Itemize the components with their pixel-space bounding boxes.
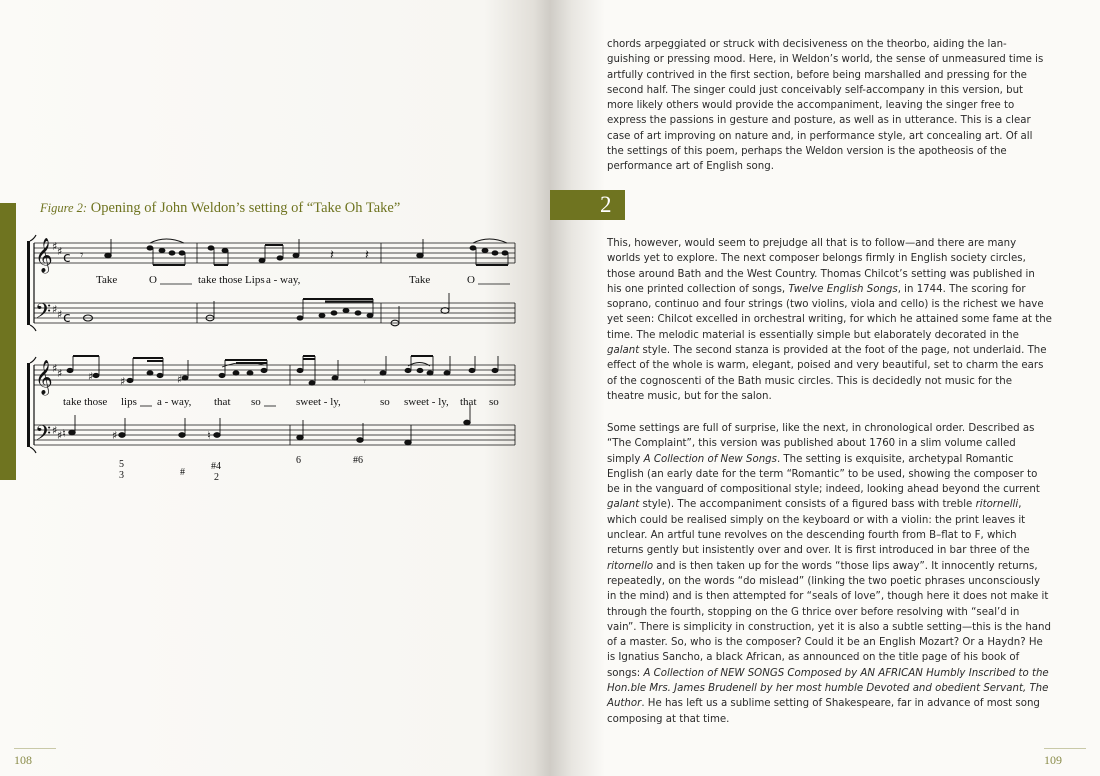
lyric-sweetly: sweet - ly, <box>296 396 341 408</box>
svg-text:𝄽: 𝄽 <box>330 248 334 263</box>
svg-text:𝄞: 𝄞 <box>35 238 53 273</box>
paragraph-3: Some settings are full of surprise, like the next, in chronological order. Described as “The Complaint”, this version was published about 1760 in a slim volume called simply A Collection of New Songs. The setting is exquisite, archetypal Romantic English (an early date for the term “Romantic” to be used, showing the composer to be in the vanguard of compositional style; indeed, looking ahead beyond the current galant style). The accompaniment consists of a figured bass with treble ritornelli, which could be realised simply on the keyboard or with a violin: the print leaves it unclear. An artful tune revolves on the descending fourth from B–flat to F, which returns gently but insistently over and over. It is first introduced in bar three of the ritornello and is then taken up for the words “those lips away”. It innocently returns, repeatedly, on the words “do mislead” (linking the two poetic phrases unconsciously in the mind) and is then attempted for “seals of love”, though here it does not make it through the fourth, stopping on the G thrice over before resolving with “seal’d in vain”. There is simplicity in construction, yet it is also a subtle setting—this is the hand of a master. So, who is the composer? Could it be an English Mozart? Or a Haydn? He is Ignatius Sancho, a black African, as announced on the title page of his book of songs: A Collection of NEW SONGS Composed by AN AFRICAN Humbly Inscribed to the Hon.ble Mrs. James Brudenell by her most humble Devoted and obedient Servant, The Author. He has left us a sublime setting of Shakespeare, far in advance of most song composing at that time. <box>607 423 1051 725</box>
lyric-that-2: that <box>460 396 477 408</box>
lyric-away: a - way, <box>266 274 301 286</box>
lyric-take-those-lips: take those Lips <box>198 274 265 286</box>
svg-text:♯: ♯ <box>57 367 63 380</box>
lyric-sweetly-2: sweet - ly, <box>404 396 449 408</box>
paragraph-2: This, however, would seem to prejudge all that is to follow—and there are many worlds yet to explore. The next composer belongs firmly in English society circles, those around Bath and the West Country. Thomas Chilcot’s setting was published in his one printed collection of songs, Twelve English Songs, in 1744. The scoring for soprano, continuo and four strings (two violins, viola and cello) is the richest we have yet seen: Chilcot excelled in orchestral writing, for which he attained some fame at the time. The melodic material is essentially simple but elaborately decorated in the galant style. The second stanza is provided at the foot of the page, not underlaid. The effect of the whole is warm, elegant, poised and very beautiful, set to charm the ears of the cognoscenti of the Bath music circles. This is decidedly not music for the theatre music, but for the salon. <box>607 238 1052 402</box>
page-number-right-value: 109 <box>1044 753 1062 767</box>
svg-text:𝄢: 𝄢 <box>35 299 52 328</box>
figure-2: 2 <box>214 472 219 483</box>
lyric-take: Take <box>96 274 118 286</box>
lyric-o-2: O <box>467 274 475 286</box>
svg-text:♯: ♯ <box>57 308 63 321</box>
term-ritornello: ritornello <box>607 560 654 572</box>
page-number-left <box>14 748 56 768</box>
svg-text:𝄾: 𝄾 <box>363 375 366 388</box>
term-galant-2: galant <box>607 499 640 511</box>
svg-text:♯: ♯ <box>57 245 63 258</box>
section-marker <box>550 190 625 220</box>
svg-text:𝄞: 𝄞 <box>35 360 53 395</box>
lyric-that: that <box>214 396 231 408</box>
svg-text:c: c <box>63 250 71 266</box>
svg-text:♯: ♯ <box>52 303 58 316</box>
lyric-take-2: Take <box>409 274 431 286</box>
svg-text:♯: ♯ <box>88 370 94 383</box>
svg-text:♮: ♮ <box>62 427 66 440</box>
title-collection-new-songs: A Collection of New Songs <box>643 453 777 465</box>
svg-text:♯: ♯ <box>177 373 183 386</box>
term-galant: galant <box>607 345 640 357</box>
figure-5: 5 <box>119 459 124 470</box>
svg-text:𝄢: 𝄢 <box>35 421 52 450</box>
lyric-so-2: so <box>380 396 390 408</box>
figure-caption-prefix: Figure 2: <box>40 201 88 215</box>
figure-sharp6: #6 <box>353 455 363 466</box>
right-page <box>550 0 1100 776</box>
figure-sharp4: #4 <box>211 461 221 472</box>
figure-sharp: # <box>180 467 185 478</box>
paragraph-1: chords arpeggiated or struck with decisiveness on the theorbo, aiding the lan- guishing or pressing mood. Here, in Weldon’s world, the sense of unmeasured time is artfully contrived in the first section, before being marshalled and pressing for the second half. The singer could just conceivably self-accompany in this version, but more likely others would provide the accompaniment, leaving the singer free to express the passions in gesture and posture, as well as in utterance. This is a clear case of art improving on nature and, in performance style, art concealing art. Of all the settings of this poem, perhaps the Weldon version is the apotheosis of the performance art of English song. <box>607 39 1044 173</box>
title-sancho-collection: A Collection of NEW SONGS Composed by AN AFRICAN Humbly Inscribed to the Hon.ble Mrs. James Brudenell by her most humble Devoted and obedient Servant, The Author <box>607 667 1049 710</box>
page-number-right <box>1044 748 1086 768</box>
title-twelve-english-songs: Twelve English Songs <box>788 283 898 295</box>
figure-caption-text: Opening of John Weldon’s setting of “Take Oh Take” <box>87 200 401 216</box>
figure-3: 3 <box>119 470 124 481</box>
lyric-lips: lips <box>121 396 137 408</box>
music-score <box>0 225 540 495</box>
page-number-left-value: 108 <box>14 753 32 767</box>
svg-text:♯: ♯ <box>52 362 58 375</box>
figure-caption <box>40 200 400 217</box>
svg-text:c: c <box>63 310 71 326</box>
svg-text:♯: ♯ <box>120 375 126 388</box>
section-number: 2 <box>600 192 612 217</box>
svg-text:♯: ♯ <box>52 424 58 437</box>
lyric-so-3: so <box>489 396 499 408</box>
figure-6: 6 <box>296 455 301 466</box>
lyric-away-2: a - way, <box>157 396 192 408</box>
svg-text:♮: ♮ <box>207 429 211 442</box>
lyric-so: so <box>251 396 261 408</box>
svg-text:♯: ♯ <box>112 429 118 442</box>
term-ritornelli: ritornelli <box>975 499 1019 511</box>
svg-text:𝄾: 𝄾 <box>80 248 84 263</box>
lyric-take-those: take those <box>63 396 108 408</box>
svg-text:𝄽: 𝄽 <box>365 248 369 263</box>
lyric-o: O <box>149 274 157 286</box>
svg-text:♯: ♯ <box>52 240 58 253</box>
svg-text:♯: ♯ <box>57 429 63 442</box>
